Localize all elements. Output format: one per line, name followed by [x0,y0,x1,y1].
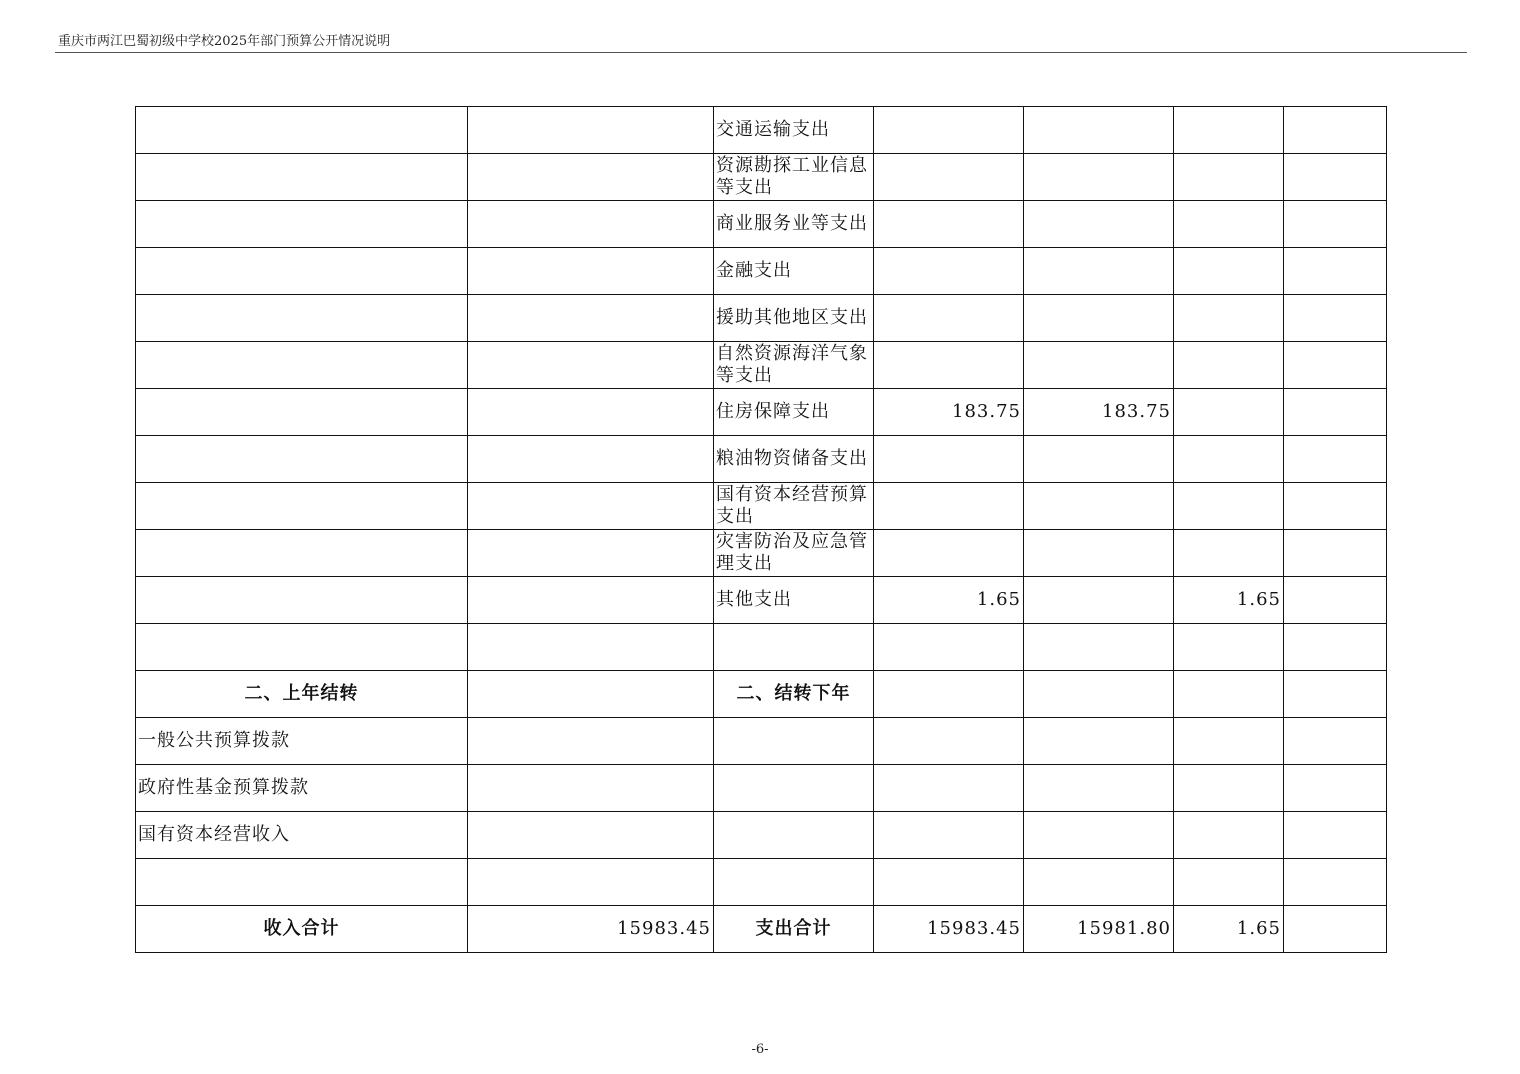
expense-item-cell: 粮油物资储备支出 [714,436,874,483]
expense-item-cell: 自然资源海洋气象等支出 [714,342,874,389]
expense-total-cell [874,765,1024,812]
expense-total-cell: 1.65 [874,577,1024,624]
income-item-cell [136,530,468,577]
expense-total-cell [874,812,1024,859]
fund-budget-cell [1174,389,1284,436]
state-capital-total-value [1284,906,1387,953]
income-item-cell: 一般公共预算拨款 [136,718,468,765]
general-budget-cell [1024,765,1174,812]
income-amount-cell [468,812,714,859]
fund-budget-cell [1174,765,1284,812]
general-budget-cell [1024,624,1174,671]
table-row [136,812,1387,859]
state-capital-cell [1284,389,1387,436]
income-amount-cell [468,342,714,389]
fund-budget-cell [1174,436,1284,483]
fund-budget-cell [1174,624,1284,671]
state-capital-cell [1284,342,1387,389]
income-amount-cell [468,765,714,812]
state-capital-cell [1284,577,1387,624]
header-divider [55,52,1467,53]
expense-total-cell [874,671,1024,718]
totals-row [136,906,1387,953]
expense-item-cell: 金融支出 [714,248,874,295]
income-amount-cell [468,389,714,436]
expense-item-cell: 国有资本经营预算支出 [714,483,874,530]
income-item-cell [136,154,468,201]
table-row [136,389,1387,436]
income-total-label: 收入合计 [136,906,468,953]
general-budget-cell [1024,859,1174,906]
table-row [136,671,1387,718]
income-amount-cell [468,107,714,154]
income-amount-cell [468,718,714,765]
expense-total-cell [874,859,1024,906]
table-row [136,718,1387,765]
income-item-cell [136,624,468,671]
carryover-in-heading: 二、上年结转 [136,671,468,718]
state-capital-cell [1284,436,1387,483]
expense-total-cell [874,530,1024,577]
state-capital-cell [1284,765,1387,812]
expense-total-cell [874,624,1024,671]
general-budget-cell [1024,530,1174,577]
state-capital-cell [1284,671,1387,718]
income-item-cell [136,295,468,342]
expense-item-cell: 商业服务业等支出 [714,201,874,248]
fund-budget-cell [1174,812,1284,859]
expense-total-value: 15983.45 [874,906,1024,953]
table-row [136,436,1387,483]
state-capital-cell [1284,483,1387,530]
general-budget-cell [1024,436,1174,483]
income-item-cell [136,483,468,530]
state-capital-cell [1284,107,1387,154]
fund-budget-cell [1174,295,1284,342]
expense-item-cell: 其他支出 [714,577,874,624]
income-amount-cell [468,483,714,530]
income-total-value: 15983.45 [468,906,714,953]
table-row [136,577,1387,624]
income-amount-cell [468,248,714,295]
expense-item-cell [714,624,874,671]
fund-budget-cell [1174,671,1284,718]
income-amount-cell [468,295,714,342]
table-row [136,107,1387,154]
general-budget-cell [1024,342,1174,389]
general-budget-cell [1024,248,1174,295]
fund-budget-cell [1174,107,1284,154]
expense-total-cell [874,295,1024,342]
general-budget-cell [1024,295,1174,342]
income-item-cell [136,859,468,906]
expense-total-cell [874,248,1024,295]
income-item-cell [136,248,468,295]
carryover-out-heading: 二、结转下年 [714,671,874,718]
fund-budget-cell: 1.65 [1174,577,1284,624]
fund-budget-cell [1174,718,1284,765]
budget-table [135,106,1387,953]
state-capital-cell [1284,530,1387,577]
state-capital-cell [1284,624,1387,671]
fund-budget-cell [1174,530,1284,577]
table-row [136,624,1387,671]
income-amount-cell [468,859,714,906]
expense-total-cell [874,342,1024,389]
table-row [136,201,1387,248]
general-budget-cell [1024,154,1174,201]
page-number: -6- [751,1042,769,1057]
expense-item-cell [714,812,874,859]
state-capital-cell [1284,201,1387,248]
general-budget-cell [1024,483,1174,530]
expense-total-cell [874,201,1024,248]
table-row [136,248,1387,295]
general-budget-cell [1024,718,1174,765]
table-row [136,530,1387,577]
general-budget-cell [1024,812,1174,859]
general-budget-cell [1024,671,1174,718]
table-row [136,859,1387,906]
income-item-cell [136,577,468,624]
expense-total-cell: 183.75 [874,389,1024,436]
state-capital-cell [1284,812,1387,859]
income-item-cell [136,107,468,154]
general-budget-cell [1024,107,1174,154]
expense-item-cell [714,718,874,765]
general-budget-cell [1024,201,1174,248]
expense-item-cell: 资源勘探工业信息等支出 [714,154,874,201]
expense-total-cell [874,483,1024,530]
table-row [136,765,1387,812]
expense-item-cell: 援助其他地区支出 [714,295,874,342]
income-amount-cell [468,201,714,248]
expense-item-cell [714,765,874,812]
income-amount-cell [468,436,714,483]
income-item-cell [136,389,468,436]
table-row [136,483,1387,530]
income-item-cell: 国有资本经营收入 [136,812,468,859]
fund-budget-cell [1174,859,1284,906]
expense-total-label: 支出合计 [714,906,874,953]
expense-total-cell [874,107,1024,154]
expense-total-cell [874,436,1024,483]
income-amount-cell [468,154,714,201]
income-item-cell [136,436,468,483]
income-amount-cell [468,671,714,718]
fund-budget-cell [1174,154,1284,201]
fund-budget-cell [1174,342,1284,389]
fund-budget-cell [1174,248,1284,295]
state-capital-cell [1284,248,1387,295]
general-budget-total-value: 15981.80 [1024,906,1174,953]
general-budget-cell: 183.75 [1024,389,1174,436]
table-row [136,342,1387,389]
expense-total-cell [874,154,1024,201]
income-amount-cell [468,530,714,577]
state-capital-cell [1284,295,1387,342]
state-capital-cell [1284,718,1387,765]
income-item-cell: 政府性基金预算拨款 [136,765,468,812]
income-amount-cell [468,624,714,671]
fund-budget-total-value: 1.65 [1174,906,1284,953]
expense-item-cell: 灾害防治及应急管理支出 [714,530,874,577]
page-header-title: 重庆市两江巴蜀初级中学校2025年部门预算公开情况说明 [58,34,391,49]
income-item-cell [136,201,468,248]
general-budget-cell [1024,577,1174,624]
expense-item-cell [714,859,874,906]
table-row [136,295,1387,342]
state-capital-cell [1284,154,1387,201]
table-row [136,154,1387,201]
fund-budget-cell [1174,201,1284,248]
expense-total-cell [874,718,1024,765]
income-item-cell [136,342,468,389]
expense-item-cell: 交通运输支出 [714,107,874,154]
income-amount-cell [468,577,714,624]
expense-item-cell: 住房保障支出 [714,389,874,436]
fund-budget-cell [1174,483,1284,530]
state-capital-cell [1284,859,1387,906]
